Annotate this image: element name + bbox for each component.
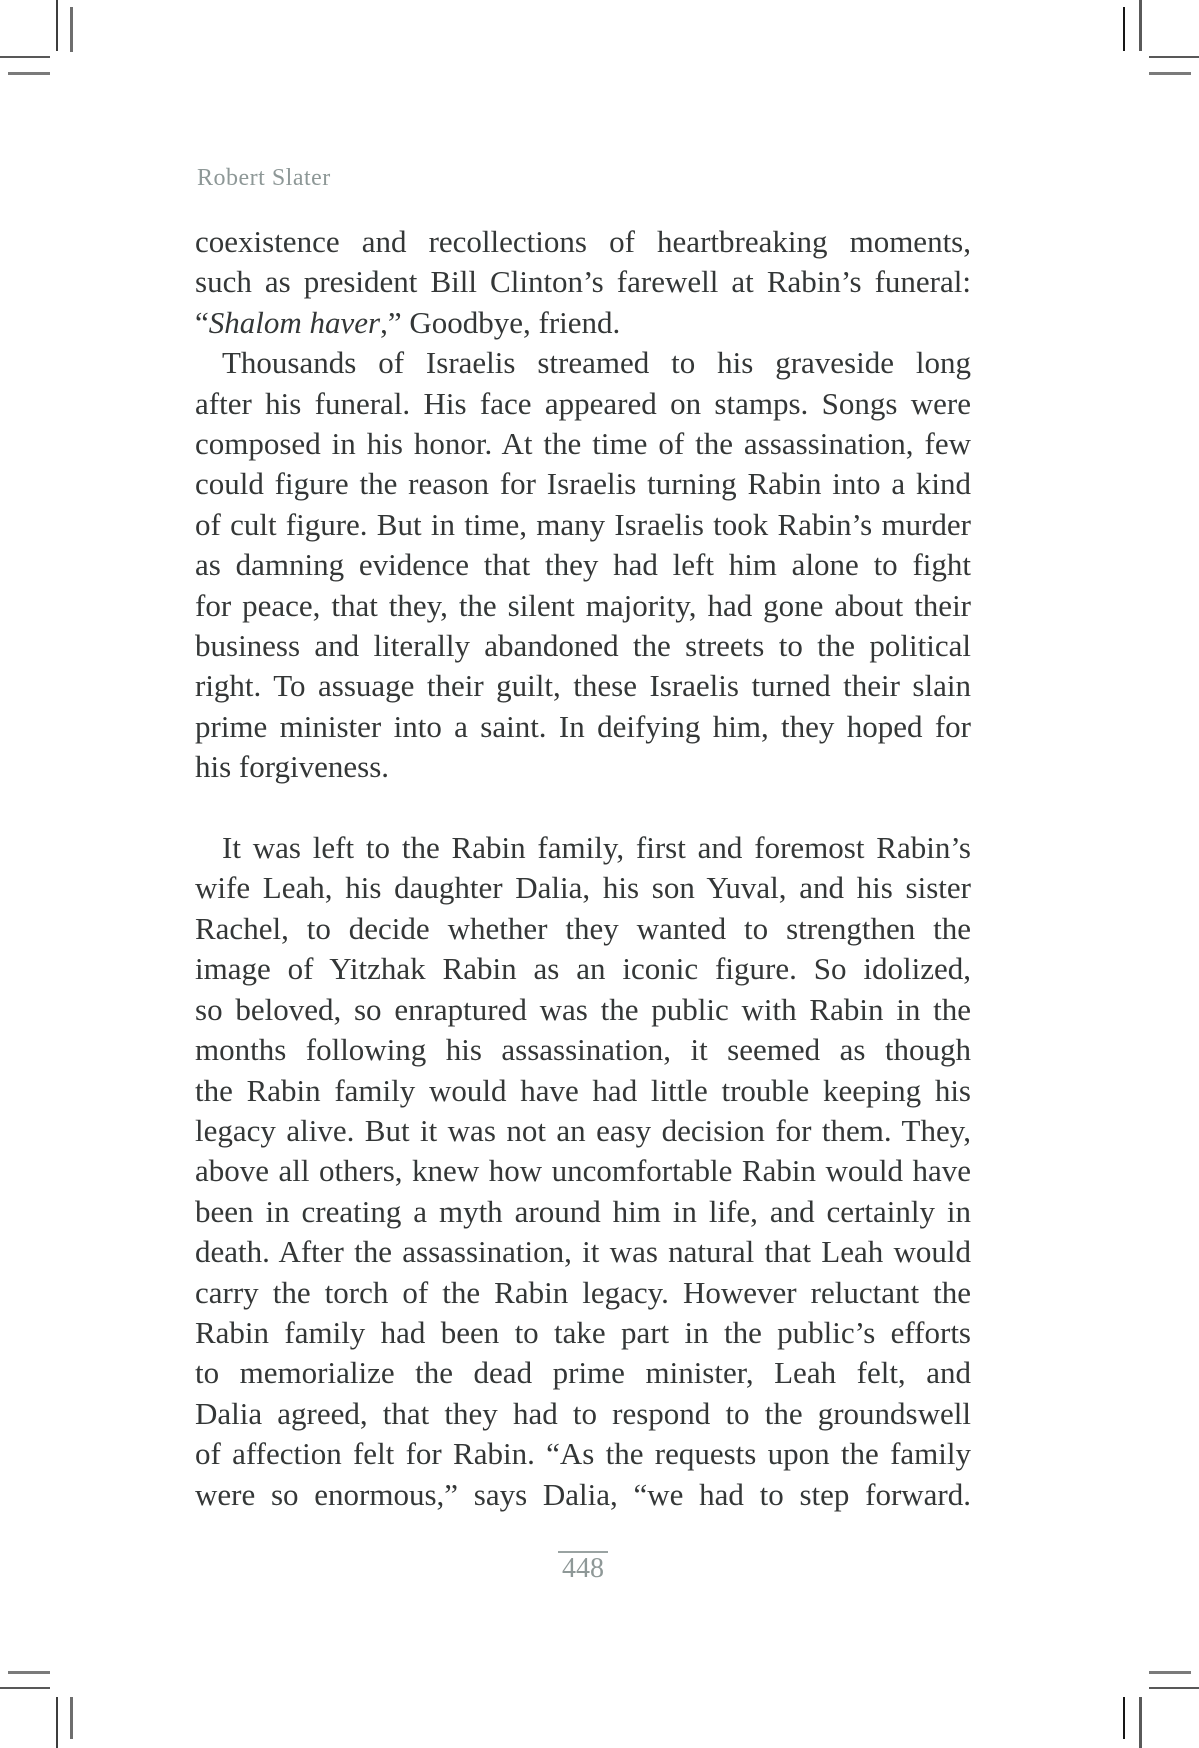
text-line: death. After the assassination, it was natural that Leah would — [195, 1234, 971, 1270]
crop-mark-top-left-vertical-inner — [70, 7, 73, 52]
text-line: Thousands of Israelis streamed to his graveside long — [222, 345, 971, 381]
italic-text: Shalom haver — [208, 304, 381, 340]
text-line: his forgiveness. — [195, 749, 390, 785]
text-line: coexistence and recollections of heartbreaking moments, — [195, 224, 971, 259]
text-line: composed in his honor. At the time of the assassination, few — [195, 426, 971, 462]
crop-mark-bottom-left-vertical-inner — [70, 1697, 73, 1739]
text-line: right. To assuage their guilt, these Israelis turned their slain — [195, 668, 971, 704]
crop-mark-bottom-right-horizontal-inner — [1149, 1671, 1191, 1674]
crop-mark-top-right-horizontal-inner — [1149, 72, 1191, 75]
text-line: after his funeral. His face appeared on stamps. Songs were — [195, 385, 971, 421]
text-line: to memorialize the dead prime minister, Leah felt, and — [195, 1355, 971, 1391]
paragraph — [195, 222, 971, 343]
text-line: been in creating a myth around him in life, and certainly in — [195, 1193, 971, 1229]
text-line: image of Yitzhak Rabin as an iconic figure. So idolized, — [195, 951, 971, 987]
text-line: of cult figure. But in time, many Israelis took Rabin’s murder — [195, 506, 971, 542]
page-number: 448 — [562, 1553, 604, 1584]
running-header-author: Robert Slater — [197, 165, 331, 191]
text-line: legacy alive. But it was not an easy decision for them. They, — [195, 1112, 971, 1148]
crop-mark-bottom-left-vertical-outer — [56, 1697, 58, 1748]
text-line: months following his assassination, it seemed as though — [195, 1032, 971, 1068]
text-line: such as president Bill Clinton’s farewell at Rabin’s funeral: — [195, 264, 971, 300]
paragraph — [195, 828, 971, 1515]
text-line: wife Leah, his daughter Dalia, his son Yuval, and his sister — [195, 870, 971, 906]
text-line: Dalia agreed, that they had to respond to the groundswell — [195, 1395, 971, 1431]
text-line: for peace, that they, the silent majority, had gone about their — [195, 587, 971, 623]
page-footer — [195, 1551, 971, 1583]
crop-mark-bottom-left-horizontal-outer — [0, 1687, 50, 1689]
crop-mark-top-left-horizontal-inner — [8, 72, 50, 75]
text-line: the Rabin family would have had little trouble keeping his — [195, 1072, 971, 1108]
crop-mark-bottom-right-vertical-inner — [1123, 1697, 1125, 1739]
crop-mark-bottom-right-horizontal-outer — [1149, 1687, 1199, 1689]
text-line: could figure the reason for Israelis turning Rabin into a kind — [195, 466, 971, 502]
text-line: above all others, knew how uncomfortable Rabin would have — [195, 1153, 971, 1189]
crop-mark-top-left-horizontal-outer — [0, 56, 50, 58]
text-line: of affection felt for Rabin. “As the requests upon the family — [195, 1436, 971, 1472]
paragraph — [195, 343, 971, 787]
text-segment: ,” Goodbye, friend. — [380, 304, 621, 340]
text-line — [195, 303, 971, 343]
text-segment: “ — [195, 304, 209, 340]
crop-mark-top-left-vertical-outer — [56, 0, 58, 51]
text-line: as damning evidence that they had left him alone to fight — [195, 547, 971, 583]
crop-mark-bottom-right-vertical-outer — [1139, 1697, 1142, 1748]
text-line: so beloved, so enraptured was the public with Rabin in the — [195, 991, 971, 1027]
text-line: carry the torch of the Rabin legacy. However reluctant the — [195, 1274, 971, 1310]
text-line: It was left to the Rabin family, first and foremost Rabin’s — [222, 830, 971, 866]
text-line: were so enormous,” says Dalia, “we had to step forward. — [195, 1476, 971, 1512]
body-text — [195, 222, 971, 1515]
text-line: prime minister into a saint. In deifying him, they hoped for — [195, 708, 971, 744]
crop-mark-top-right-vertical-outer — [1139, 0, 1142, 51]
crop-mark-top-right-horizontal-outer — [1149, 56, 1199, 58]
crop-mark-top-right-vertical-inner — [1123, 7, 1125, 51]
text-line: Rachel, to decide whether they wanted to strengthen the — [195, 910, 971, 946]
text-line: business and literally abandoned the streets to the political — [195, 628, 971, 664]
crop-mark-bottom-left-horizontal-inner — [8, 1671, 50, 1674]
text-line: Rabin family had been to take part in the public’s efforts — [195, 1314, 971, 1350]
